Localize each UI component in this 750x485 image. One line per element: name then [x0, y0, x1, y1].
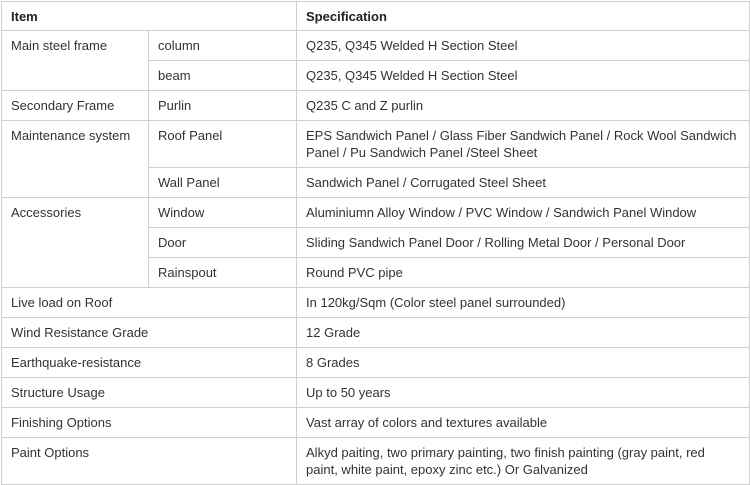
table-row — [2, 198, 750, 228]
subitem-window: Window — [149, 198, 297, 228]
spec-wall-panel: Sandwich Panel / Corrugated Steel Sheet — [297, 168, 750, 198]
table-row — [2, 318, 750, 348]
spec-structure-usage: Up to 50 years — [297, 378, 750, 408]
header-specification: Specification — [297, 2, 750, 31]
item-accessories: Accessories — [2, 198, 149, 288]
item-main-steel-frame: Main steel frame — [2, 31, 149, 91]
subitem-door: Door — [149, 228, 297, 258]
item-wind-resistance: Wind Resistance Grade — [2, 318, 297, 348]
table-row — [2, 438, 750, 485]
table-row — [2, 31, 750, 61]
subitem-beam: beam — [149, 61, 297, 91]
spec-earthquake-resistance: 8 Grades — [297, 348, 750, 378]
subitem-purlin: Purlin — [149, 91, 297, 121]
table-header-row — [2, 2, 750, 31]
specification-table — [1, 1, 750, 485]
table-row — [2, 121, 750, 168]
spec-purlin: Q235 C and Z purlin — [297, 91, 750, 121]
item-secondary-frame: Secondary Frame — [2, 91, 149, 121]
header-item: Item — [2, 2, 297, 31]
item-earthquake-resistance: Earthquake-resistance — [2, 348, 297, 378]
subitem-column: column — [149, 31, 297, 61]
spec-window: Aluminiumn Alloy Window / PVC Window / Sandwich Panel Window — [297, 198, 750, 228]
table-row — [2, 378, 750, 408]
item-finishing-options: Finishing Options — [2, 408, 297, 438]
item-structure-usage: Structure Usage — [2, 378, 297, 408]
table-row — [2, 408, 750, 438]
item-live-load: Live load on Roof — [2, 288, 297, 318]
item-maintenance-system: Maintenance system — [2, 121, 149, 198]
spec-roof-panel: EPS Sandwich Panel / Glass Fiber Sandwich Panel / Rock Wool Sandwich Panel / Pu Sandwich Panel /Steel Sheet — [297, 121, 750, 168]
table-row — [2, 91, 750, 121]
subitem-rainspout: Rainspout — [149, 258, 297, 288]
spec-beam: Q235, Q345 Welded H Section Steel — [297, 61, 750, 91]
spec-door: Sliding Sandwich Panel Door / Rolling Metal Door / Personal Door — [297, 228, 750, 258]
spec-finishing-options: Vast array of colors and textures available — [297, 408, 750, 438]
spec-wind-resistance: 12 Grade — [297, 318, 750, 348]
subitem-roof-panel: Roof Panel — [149, 121, 297, 168]
spec-column: Q235, Q345 Welded H Section Steel — [297, 31, 750, 61]
item-paint-options: Paint Options — [2, 438, 297, 485]
subitem-wall-panel: Wall Panel — [149, 168, 297, 198]
table-row — [2, 288, 750, 318]
table-row — [2, 348, 750, 378]
spec-paint-options: Alkyd paiting, two primary painting, two finish painting (gray paint, red paint, white paint, epoxy zinc etc.) Or Galvanized — [297, 438, 750, 485]
spec-rainspout: Round PVC pipe — [297, 258, 750, 288]
spec-live-load: In 120kg/Sqm (Color steel panel surrounded) — [297, 288, 750, 318]
